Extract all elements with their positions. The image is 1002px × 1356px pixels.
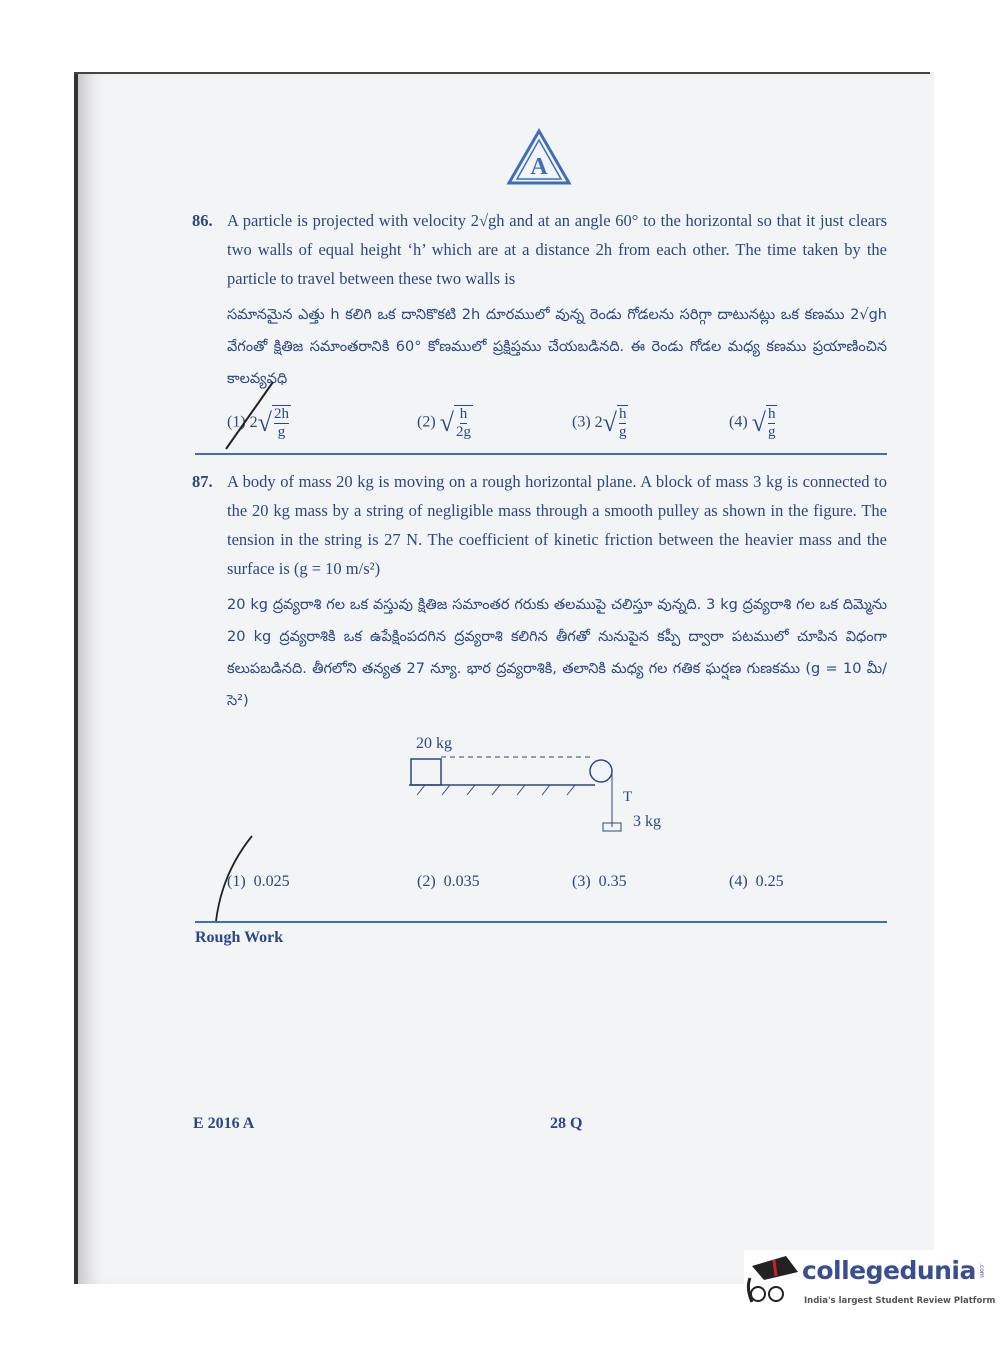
mass-20kg-label: 20 kg (416, 735, 452, 752)
question-87 (192, 467, 887, 891)
q87-option-4[interactable]: (4) 0.25 (729, 873, 784, 890)
mascot-icon (744, 1252, 800, 1312)
brand-tagline: India's largest Student Review Platform (804, 1296, 996, 1306)
q86-options (227, 405, 887, 441)
mass-3kg-label: 3 kg (633, 813, 661, 830)
q86-option-3[interactable]: (3) 2 √ h g (572, 406, 627, 440)
pen-tick-mark (218, 379, 278, 454)
question-flow (192, 206, 887, 947)
q86-english: A particle is projected with velocity 2√gh and at an angle 60° to the horizontal so that it just clears two walls of equal height ‘h’ which are at a distance 2h from each other. The time taken by the particle to travel between these two walls is (227, 211, 887, 288)
q86-option-2[interactable]: (2) √ h 2g (417, 406, 471, 440)
q87-number: 87. (192, 472, 213, 491)
pen-tick-mark (210, 833, 260, 925)
divider (195, 453, 887, 455)
version-badge (506, 128, 572, 186)
q86-option-1[interactable]: (1) 2 √ 2h g (227, 406, 289, 440)
q87-option-3[interactable]: (3) 0.35 (572, 873, 627, 890)
divider (195, 921, 887, 923)
tension-label: T (623, 789, 633, 805)
q86-option-4[interactable]: (4) √ h g (729, 406, 776, 440)
brand-name: collegedunia (802, 1256, 976, 1285)
q87-telugu: 20 kg ద్రవ్యరాశి గల ఒక వస్తువు క్షితిజ సమాంతర గరుకు తలముపై చలిస్తూ వున్నది. 3 kg ద్రవ్యరాశి గల ఒక దిమ్మెను 20 kg ద్రవ్యరాశికి ఒక ఉపేక్షింపదగిన ద్రవ్యరాశి కలిగిన తీగతో నునుపైన కప్పీ ద్వారా పటములో చూపిన విధంగా కలుపబడినది. తీగలోని తన్యత 27 న్యూ. భార ద్రవ్యరాశికి, తలానికి మధ్య గల గతిక ఘర్షణ గుణకము (g = 10 మీ/సె²) (227, 597, 887, 709)
rough-work-heading: Rough Work (195, 929, 284, 946)
watermark-logo (744, 1250, 1002, 1320)
svg-text:A: A (530, 154, 548, 180)
pulley-figure (405, 735, 685, 845)
q87-english: A body of mass 20 kg is moving on a rough horizontal plane. A block of mass 3 kg is connected to the 20 kg mass by a string of negligible mass through a smooth pulley as shown in the figure. The tension in the string is 27 N. The coefficient of kinetic friction between the heavier mass and the surface is (g = 10 m/s²) (227, 472, 887, 578)
question-86 (192, 206, 887, 441)
q86-number: 86. (192, 211, 213, 230)
q87-options (227, 873, 887, 891)
q87-option-2[interactable]: (2) 0.035 (417, 873, 480, 890)
page-edge (74, 72, 930, 74)
q86-telugu: సమానమైన ఎత్తు h కలిగి ఒక దానికొకటి 2h దూరములో వున్న రెండు గోడలను సరిగ్గా దాటునట్లు ఒక కణము 2√gh వేగంతో క్షితిజ సమాంతరానికి 60° కోణములో ప్రక్షిప్తము చేయబడినది. ఈ రెండు గోడల మధ్య కణము ప్రయాణించిన కాలవ్యవధి (227, 307, 887, 387)
q87-option-1[interactable]: (1) 0.025 (227, 873, 290, 890)
brand-tld: .com (977, 1263, 985, 1278)
page-number: 28 Q (550, 1115, 583, 1132)
footer-code: E 2016 A (193, 1115, 255, 1132)
